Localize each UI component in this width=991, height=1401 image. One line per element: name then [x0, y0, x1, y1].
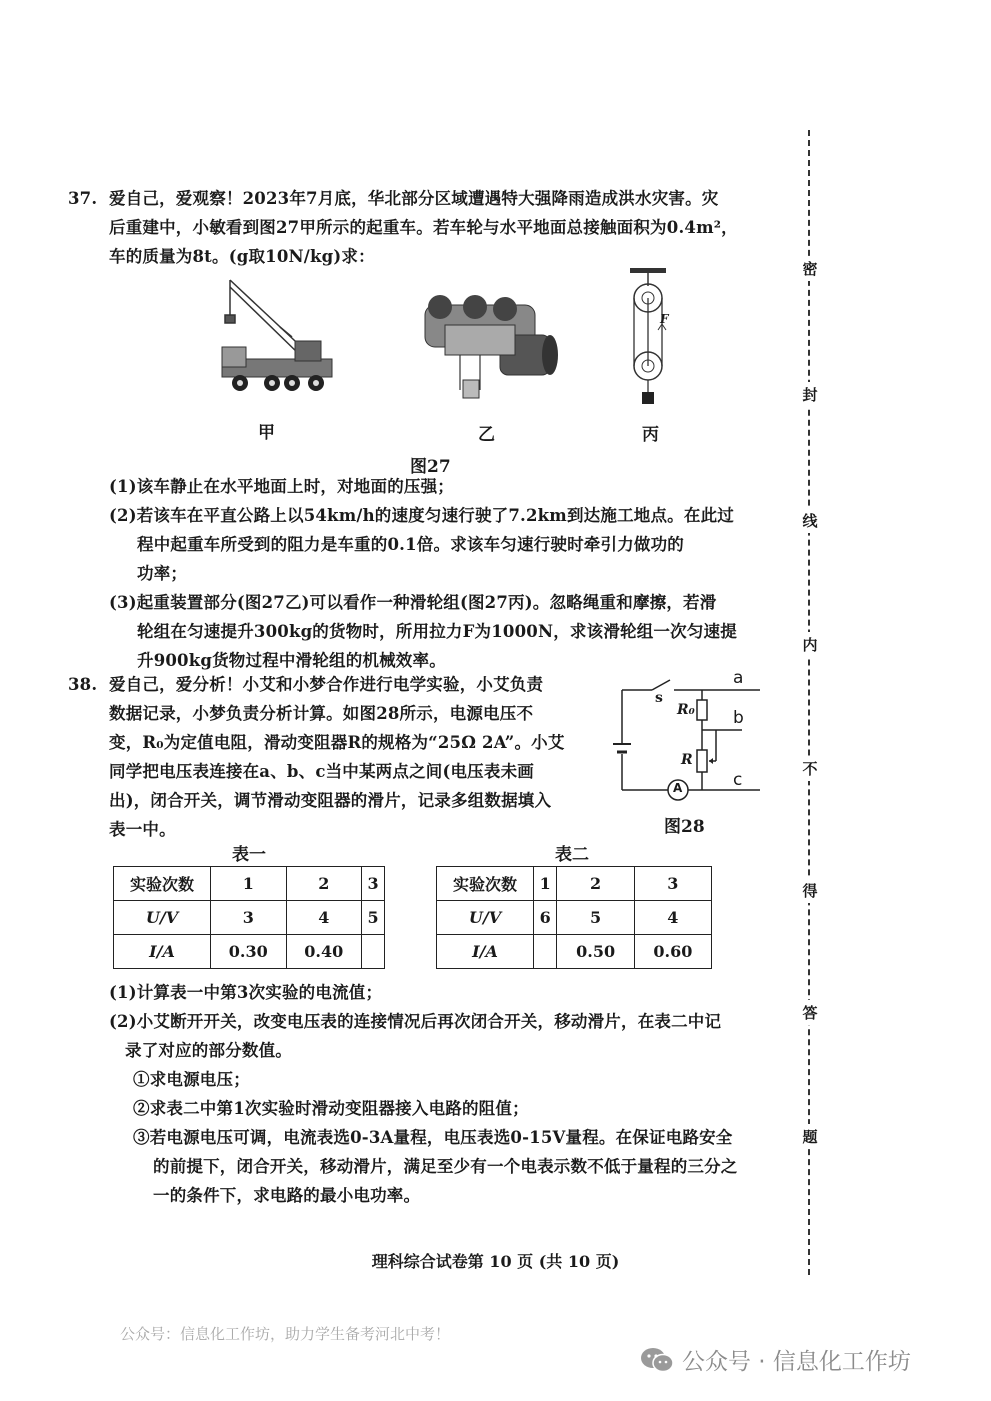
question-text-line: 出)，闭合开关，调节滑动变阻器的滑片，记录多组数据填入	[109, 791, 552, 810]
figure-28-caption: 图28	[664, 817, 705, 837]
table-row	[114, 867, 385, 901]
table-cell: 实验次数	[437, 867, 534, 901]
table-cell	[534, 935, 557, 969]
wechat-icon	[640, 1347, 674, 1373]
table-cell: 6	[534, 901, 557, 935]
seal-char: 答	[801, 1000, 819, 1025]
circuit-diagram	[612, 672, 772, 802]
sub-part-1: ①求电源电压；	[133, 1070, 250, 1089]
figure-label-yi: 乙	[478, 425, 495, 445]
question-text-line: 表一中。	[109, 820, 176, 839]
table-cell: 0.60	[634, 935, 711, 969]
watermark-account: 公众号 · 信息化工作坊	[682, 1349, 911, 1375]
question-text-line: 后重建中，小敏看到图27甲所示的起重车。若车轮与水平地面总接触面积为0.4m²，	[109, 218, 738, 237]
seal-char: 线	[801, 508, 819, 533]
table-cell: 2	[557, 867, 634, 901]
seal-char: 不	[801, 756, 819, 781]
circuit-label-a: a	[733, 668, 744, 688]
seal-char: 封	[801, 382, 819, 407]
part-3-cont: 升900kg货物过程中滑轮组的机械效率。	[137, 651, 446, 670]
table-row	[437, 935, 712, 969]
table-cell: 0.30	[211, 935, 287, 969]
table-row	[437, 867, 712, 901]
table-cell: 4	[286, 901, 362, 935]
circuit-label-switch: s	[655, 690, 663, 706]
part-2: (2)若该车在平直公路上以54km/h的速度匀速行驶了7.2km到达施工地点。在此过	[109, 506, 734, 525]
pulley-block-figure	[622, 268, 672, 408]
part-3-cont: 轮组在匀速提升300kg的货物时，所用拉力F为1000N，求该滑轮组一次匀速提	[137, 622, 737, 641]
table-cell: U/V	[437, 901, 534, 935]
table-cell: 1	[211, 867, 287, 901]
question-38-parts	[109, 978, 779, 1210]
question-text-line: 爱自己，爱分析！小艾和小梦合作进行电学实验，小艾负责	[109, 675, 544, 694]
seal-char: 内	[801, 632, 819, 657]
table-cell: 0.40	[286, 935, 362, 969]
table-cell: 2	[286, 867, 362, 901]
question-38	[68, 670, 589, 844]
sub-part-2: ②求表二中第1次实验时滑动变阻器接入电路的阻值；	[133, 1099, 529, 1118]
table-row	[114, 901, 385, 935]
part-1: (1)该车静止在水平地面上时，对地面的压强；	[109, 477, 454, 496]
table-row	[437, 901, 712, 935]
table-1	[113, 866, 385, 969]
part-2-cont: 录了对应的部分数值。	[125, 1041, 292, 1060]
question-text-line: 车的质量为8t。(g取10N/kg)求：	[109, 247, 375, 266]
sub-part-3-cont: 一的条件下，求电路的最小电功率。	[153, 1186, 421, 1205]
table-cell: 5	[362, 901, 385, 935]
table-cell: 实验次数	[114, 867, 211, 901]
hoist-figure	[405, 295, 565, 410]
seal-dashed-line	[808, 130, 810, 1275]
sub-part-3: ③若电源电压可调，电流表选0-3A量程，电压表选0-15V量程。在保证电路安全	[133, 1128, 733, 1147]
circuit-label-c: c	[733, 770, 743, 790]
table-cell: 1	[534, 867, 557, 901]
question-37	[68, 184, 779, 271]
figure-27-caption: 图27	[410, 457, 451, 477]
part-2-cont: 功率；	[137, 564, 188, 583]
question-text-line: 同学把电压表连接在a、b、c当中某两点之间(电压表未画	[109, 762, 534, 781]
table-cell: 5	[557, 901, 634, 935]
table-1-title: 表一	[232, 845, 266, 865]
table-cell: 4	[634, 901, 711, 935]
figure-label-bing: 丙	[642, 425, 659, 445]
circuit-label-r0: R₀	[677, 702, 695, 718]
table-2-title: 表二	[555, 845, 589, 865]
part-2-cont: 程中起重车所受到的阻力是车重的0.1倍。求该车匀速行驶时牵引力做功的	[137, 535, 685, 554]
table-row	[114, 935, 385, 969]
sub-part-3-cont: 的前提下，闭合开关，移动滑片，满足至少有一个电表示数不低于量程的三分之	[153, 1157, 738, 1176]
crane-truck-figure	[210, 275, 340, 405]
seal-char: 密	[801, 256, 819, 281]
question-text-line: 变，R₀为定值电阻，滑动变阻器R的规格为“25Ω 2A”。小艾	[109, 733, 565, 752]
table-2	[436, 866, 712, 969]
table-cell: 3	[634, 867, 711, 901]
question-text-line: 数据记录，小梦负责分析计算。如图28所示，电源电压不	[109, 704, 534, 723]
force-label: F	[660, 312, 669, 326]
question-text-line: 爱自己，爱观察！2023年7月底，华北部分区域遭遇特大强降雨造成洪水灾害。灾	[109, 189, 719, 208]
table-cell	[362, 935, 385, 969]
table-cell: 0.50	[557, 935, 634, 969]
table-cell: 3	[211, 901, 287, 935]
seal-char: 题	[801, 1124, 819, 1149]
circuit-label-r: R	[681, 752, 693, 768]
table-cell: U/V	[114, 901, 211, 935]
table-cell: I/A	[114, 935, 211, 969]
watermark-text: 公众号：信息化工作坊，助力学生备考河北中考！	[120, 1325, 451, 1343]
page-footer: 理科综合试卷第 10 页 (共 10 页)	[371, 1252, 620, 1271]
figure-label-jia: 甲	[258, 423, 275, 443]
question-number: 38.	[68, 675, 98, 694]
part-3: (3)起重装置部分(图27乙)可以看作一种滑轮组(图27丙)。忽略绳重和摩擦，若滑	[109, 593, 717, 612]
table-cell: I/A	[437, 935, 534, 969]
circuit-label-b: b	[733, 708, 744, 728]
seal-char: 得	[801, 878, 819, 903]
part-2: (2)小艾断开开关，改变电压表的连接情况后再次闭合开关，移动滑片，在表二中记	[109, 1012, 722, 1031]
watermark-badge	[640, 1343, 911, 1376]
question-37-parts	[109, 472, 779, 675]
question-number: 37.	[68, 189, 98, 208]
table-cell: 3	[362, 867, 385, 901]
part-1: (1)计算表一中第3次实验的电流值；	[109, 983, 383, 1002]
circuit-label-ammeter: A	[673, 781, 683, 795]
